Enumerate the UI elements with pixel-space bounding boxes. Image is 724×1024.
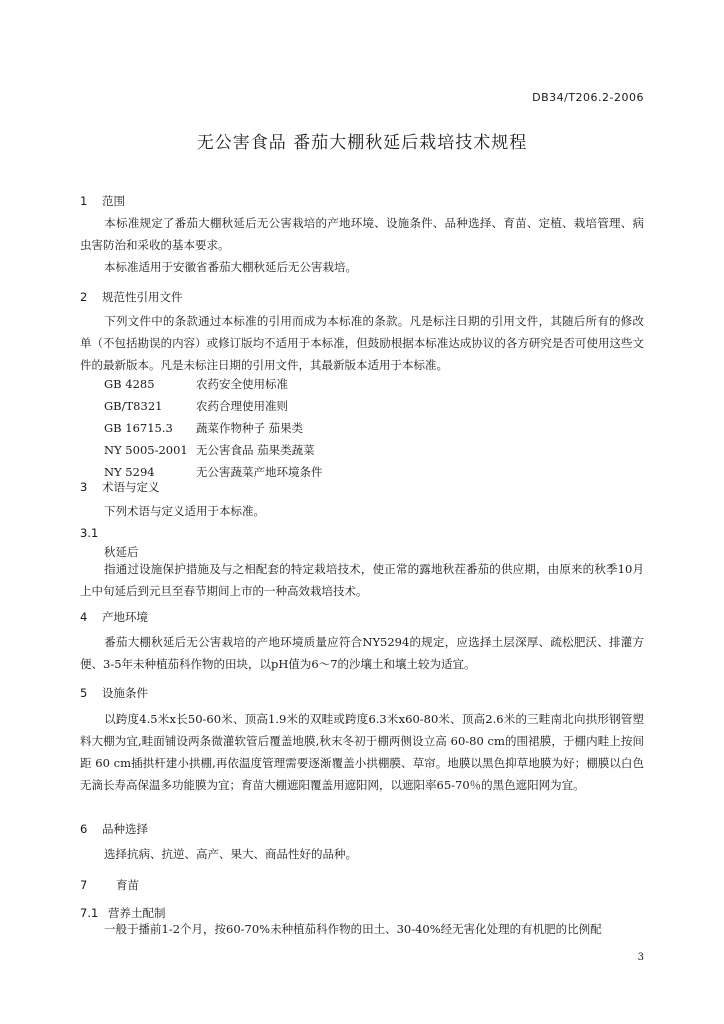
section-5-heading (80, 685, 148, 701)
section-number: 6 (80, 822, 88, 836)
subsection-number: 3.1 (80, 526, 99, 540)
section-5-paragraph-1: 以跨度4.5米x长50-60米、顶高1.9米的双畦或跨度6.3米x60-80米、顶高2.6米的三畦南北向拱形钢管塑料大棚为宜,畦面铺设两条微灌软管后覆盖地膜,秋末冬初于棚两侧设立高 60-80 cm的围裙膜，于棚内畦上按间距 60 cm插拱杆建小拱棚,再依温度管理需要逐渐覆盖小拱棚膜、草帘。地膜以黑色抑草地膜为好；棚膜以白色无滴长寿高保温多功能膜为宜；育苗大棚遮阳覆盖用遮阳网，以遮阳率65-70％的黑色遮阳网为宜。 (80, 712, 644, 792)
section-title: 品种选择 (102, 822, 148, 836)
reference-row (104, 464, 323, 480)
reference-row (104, 376, 288, 392)
subsection-title: 营养土配制 (108, 906, 166, 920)
section-2-heading (80, 289, 183, 305)
reference-title: 蔬菜作物种子 茄果类 (196, 421, 304, 435)
reference-code: GB 16715.3 (104, 421, 173, 435)
reference-code: GB/T8321 (104, 399, 163, 413)
reference-row (104, 420, 303, 436)
reference-row (104, 442, 315, 458)
section-title: 范围 (102, 194, 125, 208)
page-number: 3 (637, 952, 644, 963)
section-7-heading (80, 877, 139, 893)
section-title: 产地环境 (102, 610, 148, 624)
reference-code: NY 5294 (104, 465, 155, 479)
document-title: 无公害食品 番茄大棚秋延后栽培技术规程 (196, 133, 528, 153)
section-title: 规范性引用文件 (102, 290, 183, 304)
section-1-heading (80, 193, 125, 209)
subsection-number: 7.1 (80, 906, 99, 920)
section-number: 3 (80, 480, 88, 494)
reference-row (104, 398, 288, 414)
section-4-heading (80, 609, 148, 625)
section-number: 1 (80, 194, 88, 208)
term-heading: 秋延后 (104, 545, 139, 559)
reference-title: 农药安全使用标准 (196, 377, 288, 391)
section-title: 术语与定义 (102, 480, 160, 494)
subsection-7-1-paragraph-1: 一般于播前1-2个月，按60-70%未种植茄科作物的田土、30-40%经无害化处理的有机肥的比例配 (104, 922, 602, 936)
reference-code: GB 4285 (104, 377, 155, 391)
section-3-paragraph-1: 下列术语与定义适用于本标准。 (104, 504, 265, 518)
section-6-paragraph-1: 选择抗病、抗逆、高产、果大、商品性好的品种。 (104, 847, 357, 861)
section-number: 2 (80, 290, 88, 304)
term-definition: 指通过设施保护措施及与之相配套的特定栽培技术，使正常的露地秋茬番茄的供应期，由原来的秋季10月上中旬延后到元旦至春节期间上市的一种高效栽培技术。 (80, 562, 644, 598)
document-code: DB34/T206.2-2006 (532, 91, 644, 104)
section-number: 7 (80, 878, 88, 892)
section-1-paragraph-1: 本标准规定了番茄大棚秋延后无公害栽培的产地环境、设施条件、品种选择、育苗、定植、栽培管理、病虫害防治和采收的基本要求。 (80, 216, 644, 252)
section-title: 育苗 (116, 878, 139, 892)
section-6-heading (80, 821, 148, 837)
reference-code: NY 5005-2001 (104, 443, 188, 457)
section-4-paragraph-1: 番茄大棚秋延后无公害栽培的产地环境质量应符合NY5294的规定，应选择土层深厚、疏松肥沃、排灌方便、3-5年未种植茄科作物的田块，以pH值为6～7的沙壤土和壤土较为适宜。 (80, 635, 644, 671)
reference-title: 无公害蔬菜产地环境条件 (196, 465, 323, 479)
reference-title: 农药合理使用准则 (196, 399, 288, 413)
reference-title: 无公害食品 茄果类蔬菜 (196, 443, 315, 457)
section-number: 4 (80, 610, 88, 624)
section-3-heading (80, 479, 160, 495)
section-title: 设施条件 (102, 686, 148, 700)
section-1-paragraph-2: 本标准适用于安徽省番茄大棚秋延后无公害栽培。 (104, 260, 357, 274)
section-number: 5 (80, 686, 88, 700)
section-2-paragraph-1: 下列文件中的条款通过本标准的引用而成为本标准的条款。凡是标注日期的引用文件，其随后所有的修改单（不包括勘误的内容）或修订版均不适用于本标准，但鼓励根据本标准达成协议的各方研究是否可使用这些文件的最新版本。凡是未标注日期的引用文件，其最新版本适用于本标准。 (80, 314, 644, 372)
subsection-3-1-number (80, 526, 98, 540)
